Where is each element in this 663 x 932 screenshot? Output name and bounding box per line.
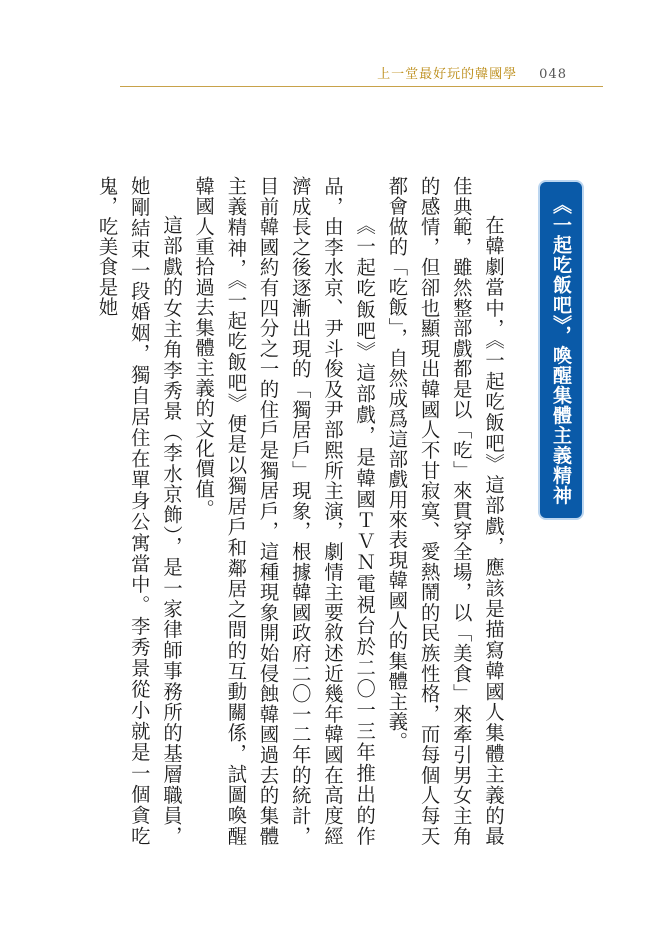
paragraph-2: 《一起吃飯吧》這部戲，是韓國ＴＶＮ電視台於二〇一三年推出的作品，由李水京、尹斗俊及尹部熙所主演，劇情主要敘述近幾年韓國在高度經濟成長之後逐漸出現的「獨居戶」現象，根據韓國政府二〇一二年的統計，目前韓國約有四分之一的住戶是獨居戶，這種現象開始侵蝕韓國過去的集體主義精神，《一起吃飯吧》便是以獨居戶和鄰居之間的互動關係，試圖喚醒韓國人重拾過去集體主義的文化價值。: [192, 176, 377, 846]
section-title: 《一起吃飯吧》，喚醒集體主義精神: [540, 182, 582, 518]
body-text: [95, 176, 509, 846]
book-title: 上一堂最好玩的韓國學: [377, 67, 518, 82]
page-number: 048: [539, 67, 567, 82]
header-rule: [120, 86, 603, 87]
paragraph-3: 這部戲的女主角李秀景（李水京飾），是一家律師事務所的基層職員，她剛結束一段婚姻，獨自居住在單身公寓當中。李秀景從小就是一個貪吃鬼，吃美食是她: [95, 176, 183, 846]
running-header: [377, 63, 567, 82]
paragraph-1: 在韓劇當中，《一起吃飯吧》這部戲，應該是描寫韓國人集體主義的最佳典範，雖然整部戲都是以「吃」來貫穿全場，以「美食」來牽引男女主角的感情，但卻也顯現出韓國人不甘寂寞、愛熱鬧的民族性格，而每個人每天都會做的「吃飯」，自然成爲這部戲用來表現韓國人的集體主義。: [385, 176, 505, 846]
